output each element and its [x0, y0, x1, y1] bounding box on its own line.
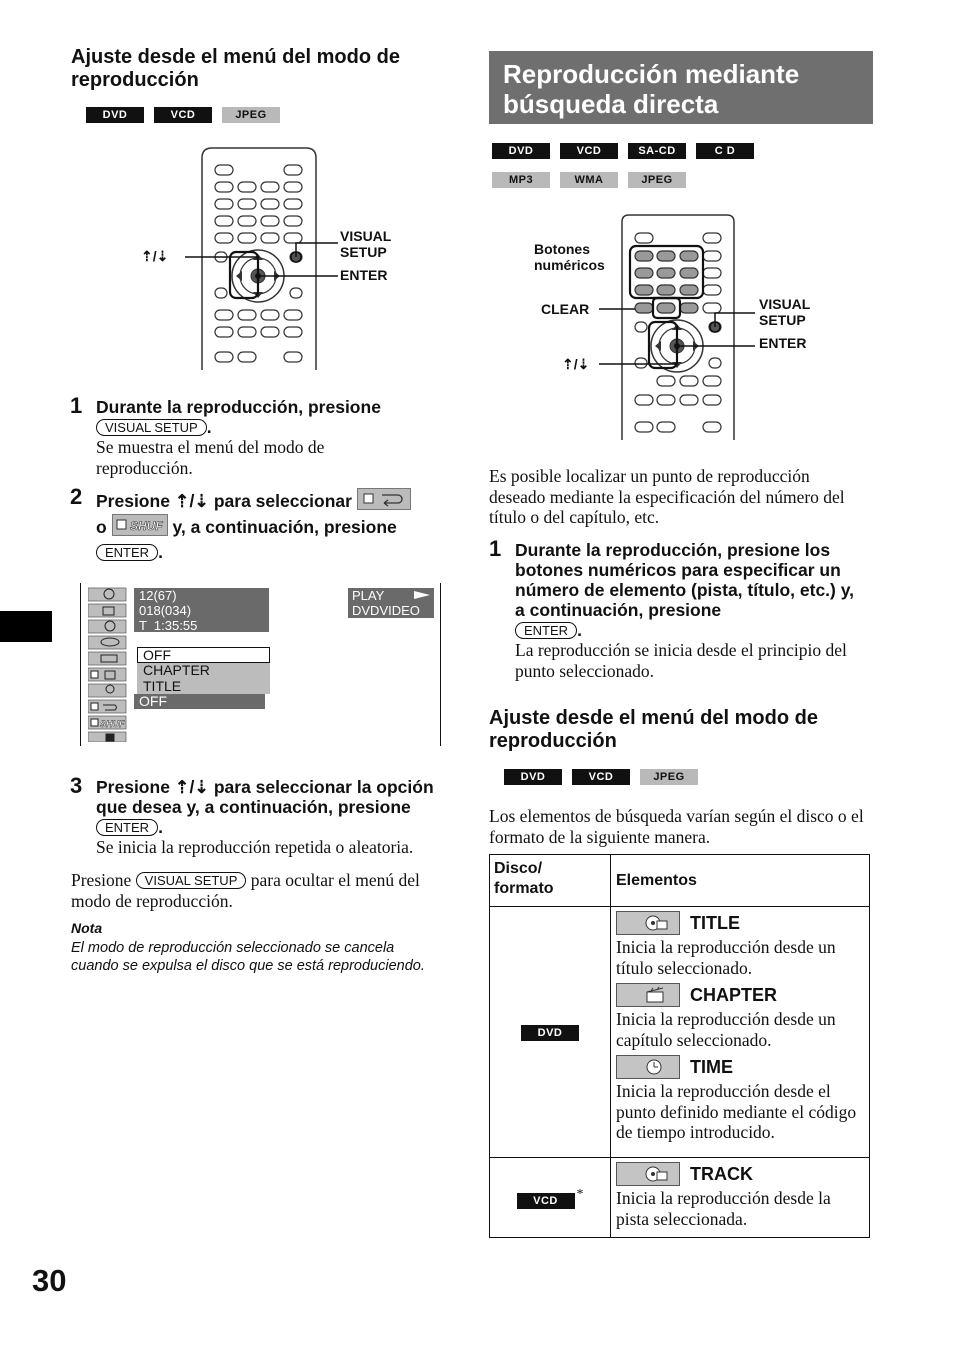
section-banner: Reproducción mediante búsqueda directa	[489, 51, 873, 124]
osd-play-status: PLAY	[352, 588, 434, 603]
visual-setup-key: VISUAL SETUP	[96, 419, 207, 436]
badge-jpeg: JPEG	[222, 107, 280, 123]
table-header-items: Elementos	[611, 855, 870, 907]
callout-enter: ENTER	[340, 267, 388, 283]
callout-numeric-buttons: Botones numéricos	[534, 241, 605, 273]
badge-mp3: MP3	[492, 172, 550, 188]
enter-key: ENTER	[96, 819, 158, 836]
badge-wma: WMA	[560, 172, 618, 188]
osd-title-count: 12(67)	[139, 588, 177, 603]
step1-number: 1	[489, 536, 502, 561]
note-text: El modo de reproducción seleccionado se cancela cuando se expulsa el disco que se está reproduciendo.	[71, 940, 425, 974]
step3-result: Se inicia la reproducción repetida o aleatoria.	[96, 837, 414, 857]
osd-current-mode: OFF	[134, 694, 265, 709]
page-number: 30	[32, 1263, 67, 1298]
step2-instruction-c: y, a continuación, presione	[172, 517, 397, 537]
remote-illustration-right	[595, 210, 775, 445]
badge-dvd: DVD	[492, 143, 550, 159]
vcd-label: VCD	[517, 1193, 575, 1209]
clapper-icon	[616, 983, 680, 1007]
badge-dvd: DVD	[86, 107, 144, 123]
repeat-icon	[357, 488, 411, 510]
search-items-table	[489, 854, 870, 1238]
callout-enter: ENTER	[759, 335, 807, 351]
step3-instruction: Presione ⇡/⇣ para seleccionar la opción que desea y, a continuación, presione	[96, 777, 434, 817]
dvd-label: DVD	[521, 1025, 579, 1041]
table-cell-vcd-items	[611, 1158, 870, 1238]
svg-text:SHUF: SHUF	[100, 719, 125, 729]
direct-step1-instruction: Durante la reproducción, presione los botones numéricos para especificar un número de elemento (pista, título, etc.) y, a continuación, presione	[515, 540, 855, 620]
step2-instruction-a: Presione ⇡/⇣ para seleccionar	[96, 491, 352, 511]
step1-instruction: Durante la reproducción, presione	[96, 397, 381, 417]
item-title: TITLE Inicia la reproducción desde un título seleccionado.	[616, 912, 836, 978]
step2-block: Presione ⇡/⇣ para seleccionar o SHUF y, a continuación, presione ENTER .	[96, 488, 451, 565]
step3-number: 3	[70, 773, 83, 798]
table-cell-dvd	[490, 907, 611, 1158]
table-intro: Los elementos de búsqueda varían según el disco o el formato de la siguiente manera.	[489, 806, 864, 847]
direct-step1-result: La reproducción se inicia desde el principio del punto seleccionado.	[515, 640, 847, 681]
badge-jpeg: JPEG	[640, 769, 698, 785]
step3-block: Presione ⇡/⇣ para seleccionar la opción que desea y, a continuación, presione ENTER . Se inicia la reproducción repetida o aleatoria.	[96, 777, 448, 858]
item-time: TIME Inicia la reproducción desde el punto definido mediante el código de tiempo introducido.	[616, 1056, 857, 1142]
osd-icon-column	[88, 586, 128, 742]
left-heading: Ajuste desde el menú del modo de reproducción	[71, 46, 400, 91]
item-chapter: CHAPTER Inicia la reproducción desde un capítulo seleccionado.	[616, 984, 836, 1050]
badge-sacd: SA-CD	[628, 143, 686, 159]
enter-key: ENTER	[515, 622, 577, 639]
osd-time: T 1:35:55	[139, 618, 198, 633]
disc-title-icon	[616, 911, 680, 935]
step1-result: Se muestra el menú del modo de reproducción.	[96, 437, 325, 478]
step1-block: Durante la reproducción, presione VISUAL SETUP . Se muestra el menú del modo de reproducción.	[96, 397, 446, 478]
shuffle-icon	[112, 514, 168, 536]
clock-icon	[616, 1055, 680, 1079]
osd-info-panel	[134, 588, 269, 632]
direct-search-step1: Durante la reproducción, presione los botones numéricos para especificar un número de elemento (pista, título, etc.) y, a continuación, presione ENTER . La reproducción se inicia desde el principio del punto seleccionado.	[515, 540, 867, 681]
visual-setup-key: VISUAL SETUP	[136, 872, 247, 889]
callout-arrows: ⇡/⇣	[562, 356, 590, 372]
callout-arrows: ⇡/⇣	[141, 248, 169, 264]
badge-vcd: VCD	[572, 769, 630, 785]
note-title: Nota	[71, 920, 103, 936]
osd-option-title[interactable]: TITLE	[143, 677, 182, 694]
item-track: TRACK Inicia la reproducción desde la pista seleccionada.	[616, 1163, 831, 1229]
intro-text: Es posible localizar un punto de reproducción deseado mediante la especificación del número del título o del capítulo, etc.	[489, 466, 845, 527]
step2-instruction-b: o	[96, 517, 107, 537]
badge-cd: C D	[696, 143, 754, 159]
osd-chapter-count: 018(034)	[139, 603, 192, 618]
osd-disc-type: DVDVIDEO	[352, 603, 420, 618]
hide-menu-text: Presione VISUAL SETUP para ocultar el menú del modo de reproducción.	[71, 870, 420, 911]
badge-vcd: VCD	[154, 107, 212, 123]
table-header-disc: Disco/ formato	[490, 855, 611, 907]
svg-text:SHUF: SHUF	[129, 519, 163, 533]
section-tab	[0, 611, 52, 642]
step1-number: 1	[70, 393, 83, 418]
play-icon	[414, 591, 430, 599]
badge-vcd: VCD	[560, 143, 618, 159]
osd-status-panel	[348, 588, 434, 618]
badge-jpeg: JPEG	[628, 172, 686, 188]
remote-illustration-left	[140, 140, 440, 375]
osd-options-panel	[137, 647, 270, 694]
callout-visual-setup: VISUAL SETUP	[340, 228, 392, 260]
osd-option-chapter[interactable]: CHAPTER	[143, 662, 210, 678]
right-heading: Ajuste desde el menú del modo de reproducción	[489, 707, 818, 752]
badge-dvd: DVD	[504, 769, 562, 785]
vcd-footnote-mark: *	[576, 1186, 584, 1202]
callout-visual-setup: VISUAL SETUP	[759, 296, 811, 328]
osd-option-off[interactable]: OFF	[137, 647, 270, 663]
table-cell-vcd	[490, 1158, 611, 1238]
disc-track-icon	[616, 1162, 680, 1186]
step2-number: 2	[70, 484, 83, 509]
enter-key: ENTER	[96, 544, 158, 561]
callout-clear: CLEAR	[541, 301, 590, 317]
table-cell-dvd-items	[611, 907, 870, 1158]
